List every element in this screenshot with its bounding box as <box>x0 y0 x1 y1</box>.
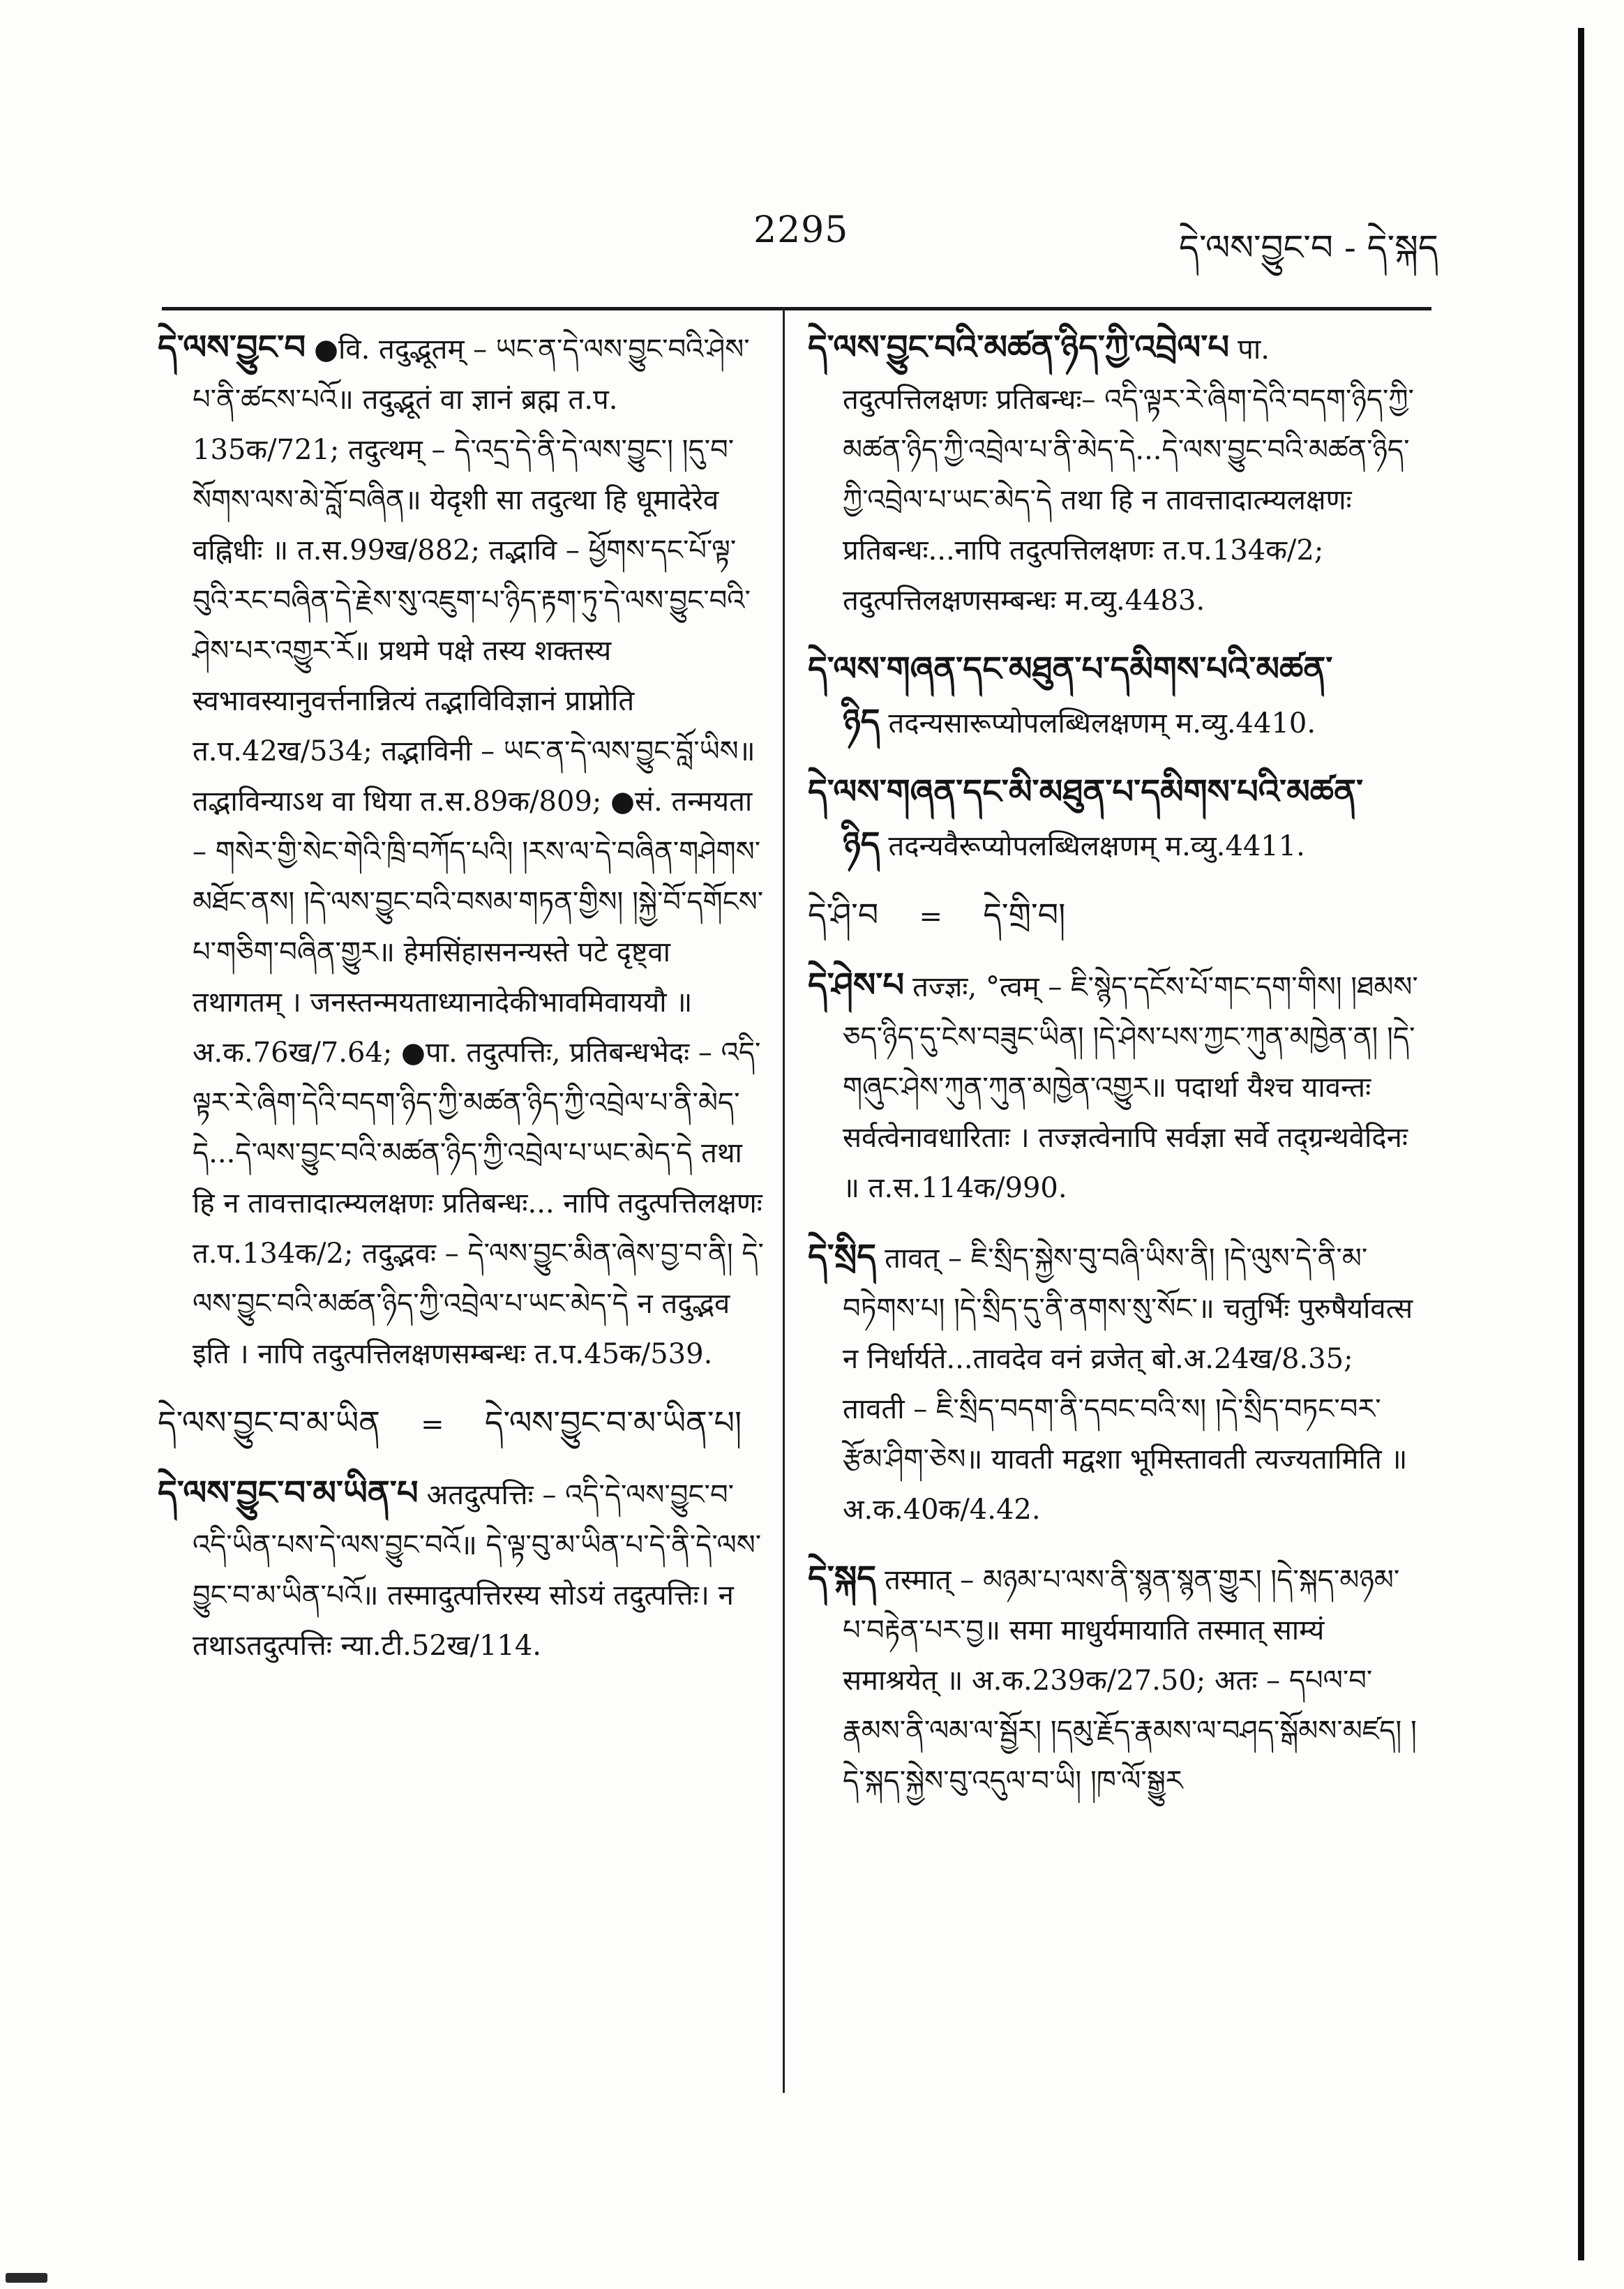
header-rule <box>162 307 1431 310</box>
entry-headword: དེ་ལས་བྱུང་བ <box>158 328 306 367</box>
entry-body: तावत् – ཇི་སྲིད་སྐྱེས་བུ་བཞི་ཡིས་ནི། །དེ་ལུས་དེ་ནི་མ་བཏེགས་པ། །དེ་སྲིད་དུ་ནི་ནགས་སུ་སོང་॥ चतुर्भिः पुरुषैर्यावत्स न निर्धार्यते...तावदेव वनं व्रजेत् बो.अ.24ख/8.35; तावती – ཇི་སྲིད་བདག་ནི་དབང་བའི་ས། །དེ་སྲིད་བཏང་བར་རྩོམ་ཤིག་ཅེས॥ यावती मद्वशा भूमिस्तावती त्यज्यतामिति ॥ अ.क.40क/4.42. <box>843 1243 1413 1526</box>
entry-body: अतदुत्पत्तिः – འདི་དེ་ལས་བྱུང་བ་འདི་ཡིན་པས་དེ་ལས་བྱུང་བའོ॥ དེ་ལྟ་བུ་མ་ཡིན་པ་དེ་ནི་དེ་ལས་བྱུང་བ་མ་ཡིན་པའོ॥ तस्मादुत्पत्तिरस्य सोऽयं तदुत्पत्तिः। न तथाऽतदुत्पत्तिः न्या.टी.52ख/114. <box>193 1479 762 1662</box>
entry-headword: དེ་སྐད <box>808 1559 877 1598</box>
scan-mark <box>6 2273 47 2283</box>
entry-headword: དེ་སྲིད <box>808 1237 877 1276</box>
equals-sign: = <box>421 1409 444 1441</box>
cross-reference <box>808 890 1422 942</box>
entry-headword: དེ་ལས་བྱུང་བའི་མཚན་ཉིད་ཀྱི་འབྲེལ་པ <box>808 328 1230 367</box>
dictionary-entry <box>808 1553 1422 1806</box>
cross-reference-term: དེ་ལས་བྱུང་བ་མ་ཡིན <box>158 1404 380 1441</box>
entry-headword: དེ་ལས་གཞན་དང་མི་མཐུན་པ་དམིགས་པའི་མཚན་ཉིད <box>808 772 1364 864</box>
dictionary-entry <box>808 1231 1422 1535</box>
cross-reference-target: དེ་གྲི་བ། <box>983 896 1066 933</box>
left-column <box>158 322 765 1689</box>
entry-body: ●वि. तदुद्भूतम् – ཡང་ན་དེ་ལས་བྱུང་བའི་ཤེས་པ་ནི་ཚངས་པའོ॥ तदुद्भूतं वा ज्ञानं ब्रह्म त.प. 135क/721; तदुत्थम् – དེ་འདྲ་དེ་ནི་དེ་ལས་བྱུང་། །དུ་བ་སོགས་ལས་མེ་བློ་བཞིན॥ येदृशी सा तदुत्था हि धूमादेरेव वह्निधीः ॥ त.स.99ख/882; तद्भावि – ཕྱོགས་དང་པོ་ལྟ་བུའི་རང་བཞིན་དེ་རྗེས་སུ་འཇུག་པ་ཉིད་རྟག་ཏུ་དེ་ལས་བྱུང་བའི་ཤེས་པར་འགྱུར་རོ॥ प्रथमे पक्षे तस्य शक्तस्य स्वभावस्यानुवर्त्तनान्नित्यं तद्भाविविज्ञानं प्राप्नोति त.प.42ख/534; तद्भाविनी – ཡང་ན་དེ་ལས་བྱུང་བློ་ཡིས॥ तद्भाविन्याऽथ वा धिया त.स.89क/809; ●सं. तन्मयता – གསེར་གྱི་སེང་གེའི་ཁྲི་བཀོད་པའི། །རས་ལ་དེ་བཞིན་གཤེགས་མཐོང་ནས། །དེ་ལས་བྱུང་བའི་བསམ་གཏན་གྱིས། །སྐྱེ་བོ་དགོངས་པ་གཅིག་བཞིན་གྱུར॥ हेमसिंहासनन्यस्ते पटे दृष्ट्वा तथागतम् । जनस्तन्मयताध्यानादेकीभावमिवाययौ ॥ अ.क.76ख/7.64; ●पा. तदुत्पत्तिः, प्रतिबन्धभेदः – འདི་ལྟར་རེ་ཞིག་དེའི་བདག་ཉིད་ཀྱི་མཚན་ཉིད་ཀྱི་འབྲེལ་པ་ནི་མེད་དེ...དེ་ལས་བྱུང་བའི་མཚན་ཉིད་ཀྱི་འབྲེལ་པ་ཡང་མེད་དེ तथा हि न तावत्तादात्म्यलक्षणः प्रतिबन्धः... नापि तदुत्पत्तिलक्षणः त.प.134क/2; तदुद्भवः – དེ་ལས་བྱུང་མིན་ཞེས་བྱ་བ་ནི། དེ་ལས་བྱུང་བའི་མཚན་ཉིད་ཀྱི་འབྲེལ་པ་ཡང་མེད་དེ न तदुद्भव इति । नापि तदुत्पत्तिलक्षणसम्बन्धः त.प.45क/539. <box>193 333 764 1370</box>
dictionary-entry <box>158 322 765 1379</box>
dictionary-entry <box>158 1468 765 1671</box>
equals-sign: = <box>919 901 943 933</box>
cross-reference-target: དེ་ལས་བྱུང་བ་མ་ཡིན་པ། <box>484 1404 742 1441</box>
page-number: 2295 <box>753 209 849 251</box>
running-header-range: དེ་ལས་བྱུང་བ - དེ་སྐད <box>1179 227 1438 268</box>
entry-headword: དེ་ཤེས་པ <box>808 966 905 1005</box>
dictionary-entry <box>808 644 1422 749</box>
entry-body: पा. तदुत्पत्तिलक्षणः प्रतिबन्धः– འདི་ལྟར་རེ་ཞིག་དེའི་བདག་ཉིད་ཀྱི་མཚན་ཉིད་ཀྱི་འབྲེལ་པ་ནི་མེད་དེ...དེ་ལས་བྱུང་བའི་མཚན་ཉིད་ཀྱི་འབྲེལ་པ་ཡང་མེད་དེ तथा हि न तावत्तादात्म्यलक्षणः प्रतिबन्धः...नापि तदुत्पत्तिलक्षणः त.प.134क/2; तदुत्पत्तिलक्षणसम्बन्धः म.व्यु.4483. <box>843 333 1414 617</box>
dictionary-entry <box>808 322 1422 626</box>
column-divider <box>783 307 785 2093</box>
cross-reference-term: དེ་ཤི་བ <box>808 896 879 933</box>
entry-body: तस्मात् – མཉམ་པ་ལས་ནི་སྙན་སྙན་གྱུར། །དེ་སྐད་མཉམ་པ་བརྟེན་པར་བྱ॥ समा माधुर्यमायाति तस्मात् साम्यं समाश्रयेत् ॥ अ.क.239क/27.50; अतः – དཔལ་བ་རྣམས་ནི་ལམ་ལ་སྦྱོར། །དམུ་རྗོད་རྣམས་ལ་བཤད་སྒོམས་མཛད། །དེ་སྐད་སྐྱེས་བུ་འདུལ་བ་ཡི། །ཁ་ལོ་སྒྱུར <box>843 1564 1417 1797</box>
entry-body: तज्ज्ञः, °त्वम् – ཇི་སྙེད་དངོས་པོ་གང་དག་གིས། །ཐམས་ཅད་ཉིད་དུ་ངེས་བཟུང་ཡིན། །དེ་ཤེས་པས་ཀྱང་ཀུན་མཁྱེན་ན། །དེ་གཞུང་ཤེས་ཀུན་ཀུན་མཁྱེན་འགྱུར॥ पदार्था यैश्च यावन्तः सर्वत्वेनावधारिताः । तज्ज्ञत्वेनापि सर्वज्ञा सर्वे तद्ग्रन्थवेदिनः ॥ त.स.114क/990. <box>843 971 1418 1204</box>
cross-reference <box>158 1397 765 1450</box>
right-column <box>808 322 1422 1824</box>
page-edge-rule <box>1578 28 1584 2260</box>
entry-headword: དེ་ལས་གཞན་དང་མཐུན་པ་དམིགས་པའི་མཚན་ཉིད <box>808 650 1333 741</box>
entry-body: तदन्यवैरूप्योपलब्धिलक्षणम् म.व्यु.4411. <box>888 830 1305 862</box>
dictionary-entry <box>808 960 1422 1213</box>
dictionary-entry <box>808 767 1422 871</box>
entry-headword: དེ་ལས་བྱུང་བ་མ་ཡིན་པ <box>158 1473 419 1513</box>
entry-body: तदन्यसारूप्योपलब्धिलक्षणम् म.व्यु.4410. <box>888 707 1316 740</box>
